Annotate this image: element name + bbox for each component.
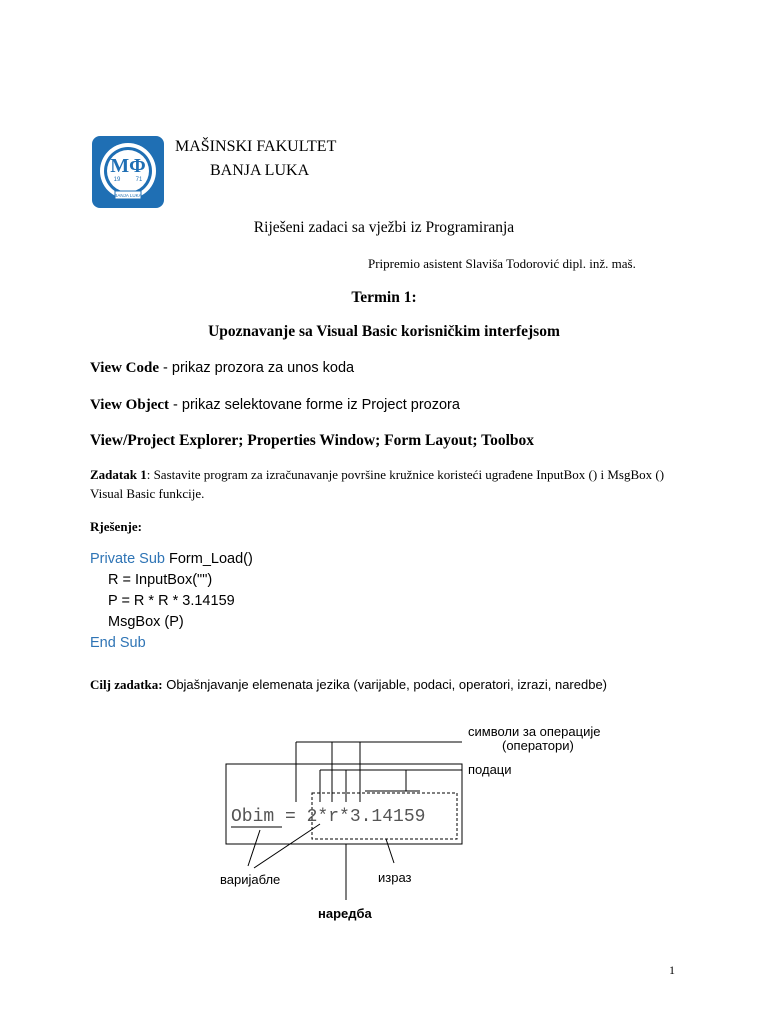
document-title: Riješeni zadaci sa vježbi iz Programiranja (253, 219, 515, 236)
institution-city: BANJA LUKA (210, 162, 310, 179)
definition-term: View Object (90, 397, 169, 413)
statement-text (231, 807, 425, 827)
definition-term: View Code (90, 360, 160, 376)
statement-expression: 2*r*3.14159 (306, 807, 426, 827)
code-line-2: R = InputBox("") (108, 572, 213, 588)
code-line-5 (90, 635, 146, 651)
code-line-3: P = R * R * 3.14159 (108, 593, 235, 609)
definition-view-code (90, 360, 354, 377)
section-subtitle: Upoznavanje sa Visual Basic korisničkim interfejsom (208, 323, 560, 340)
language-elements-diagram (200, 718, 650, 933)
logo-year-right: 71 (135, 177, 143, 183)
label-operators: символи за операције (468, 724, 601, 739)
code-text: Form_Load() (164, 551, 253, 567)
author-line: Pripremio asistent Slaviša Todorović dipl. inž. maš. (368, 256, 636, 271)
definition-view-object (90, 397, 460, 414)
statement-equals: = (274, 807, 307, 827)
goal-text: Objašnjavanje elemenata jezika (varijable, podaci, operatori, izrazi, naredbe) (162, 677, 607, 692)
label-operators-paren: (оператори) (502, 738, 574, 753)
code-keyword: Private Sub (90, 551, 165, 567)
definition-text: - prikaz prozora za unos koda (159, 360, 355, 376)
logo-year-left: 19 (113, 177, 121, 183)
page-number: 1 (669, 963, 675, 977)
term-heading: Termin 1: (351, 289, 417, 306)
goal-label: Cilj zadatka: (90, 677, 163, 692)
label-expression: израз (378, 870, 412, 885)
logo-letters: MΦ (110, 155, 146, 177)
label-data: подаци (468, 762, 512, 777)
goal-line (90, 677, 607, 693)
task-label: Zadatak 1 (90, 467, 147, 482)
statement-box (226, 764, 462, 844)
statement-variable: Obim (231, 807, 275, 827)
institution-name: MAŠINSKI FAKULTET (175, 138, 337, 155)
definition-text: - prikaz selektovane forme iz Project prozora (169, 397, 460, 413)
code-line-4: MsgBox (P) (108, 614, 184, 630)
task-paragraph (90, 465, 690, 503)
label-statement: наредба (318, 906, 372, 921)
code-keyword: End Sub (90, 635, 146, 651)
faculty-logo (91, 135, 165, 209)
task-text: : Sastavite program za izračunavanje površine kružnice koristeći ugrađene InputBox () i MsgBox () Visual Basic funkcije. (90, 467, 665, 501)
label-variables: варијабле (220, 872, 281, 887)
solution-label: Rješenje: (90, 519, 142, 534)
logo-banner: BANJA LUKA (114, 193, 142, 198)
code-line-1 (90, 551, 253, 567)
windows-list: View/Project Explorer; Properties Window; Form Layout; Toolbox (90, 432, 535, 449)
